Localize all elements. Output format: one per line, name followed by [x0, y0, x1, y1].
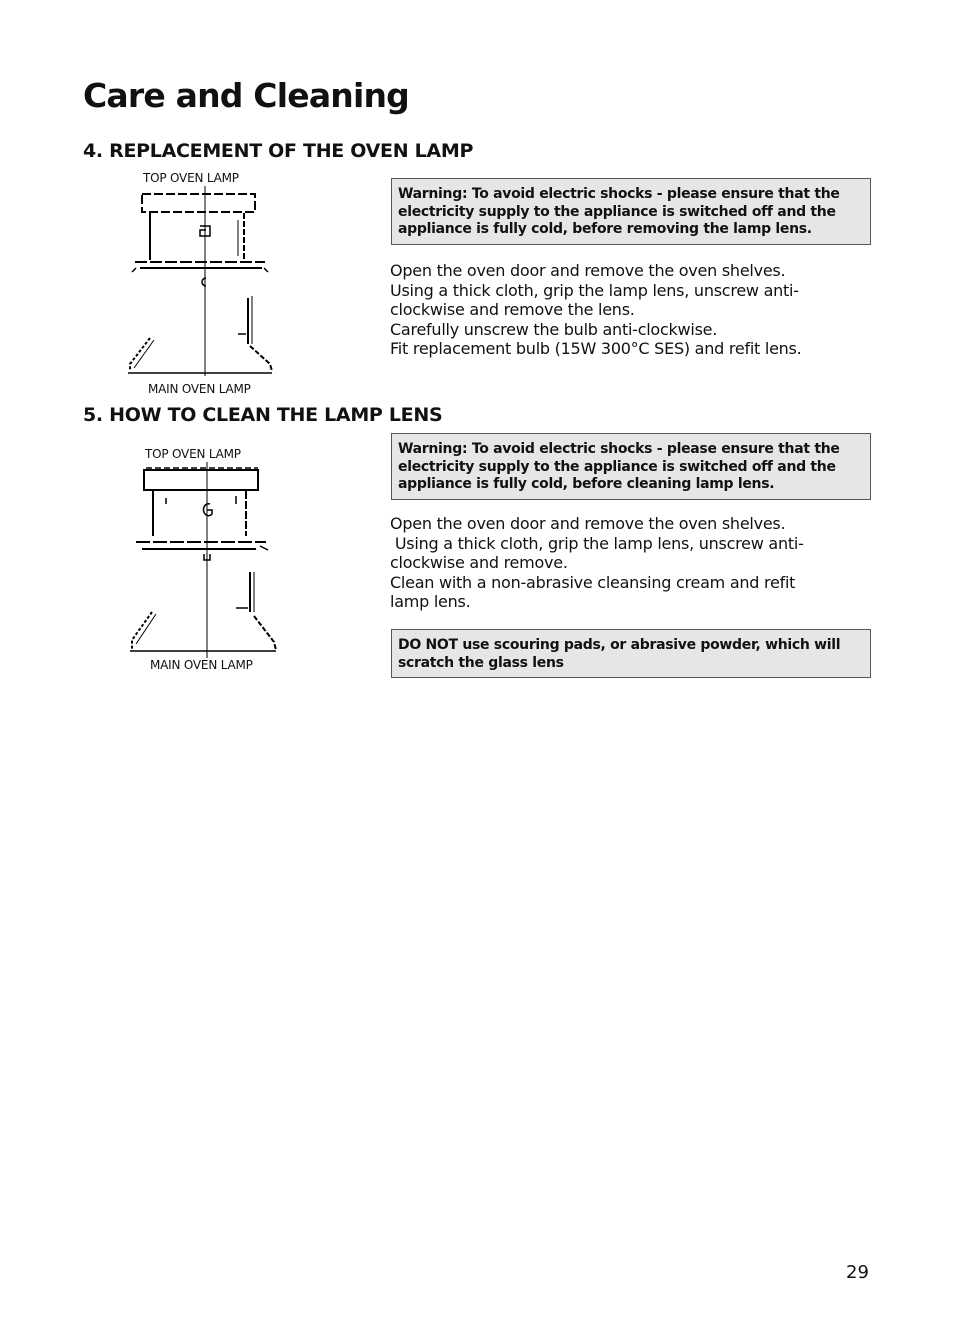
replacement-instructions	[390, 261, 860, 359]
instruction-line: Fit replacement bulb (15W 300°C SES) and refit lens.	[390, 339, 802, 358]
instruction-line: Open the oven door and remove the oven shelves.	[390, 261, 786, 280]
diagram-label-top-oven-lamp: TOP OVEN LAMP	[143, 171, 239, 185]
diagram-label-main-oven-lamp: MAIN OVEN LAMP	[150, 658, 253, 672]
oven-lamp-diagram	[120, 444, 280, 684]
cleaning-instructions	[390, 514, 860, 612]
instruction-line: Using a thick cloth, grip the lamp lens, unscrew anti-	[390, 533, 804, 553]
section-heading-clean-lens: 5. HOW TO CLEAN THE LAMP LENS	[83, 404, 443, 426]
instruction-line: Clean with a non-abrasive cleansing cream and refit	[390, 572, 796, 592]
oven-lamp-diagram	[120, 168, 280, 408]
page-number: 29	[846, 1262, 869, 1283]
warning-box-electric-shock: Warning: To avoid electric shocks - please ensure that the electricity supply to the appliance is switched off and the appliance is fully cold, before cleaning lamp lens.	[391, 433, 871, 500]
diagram-label-main-oven-lamp: MAIN OVEN LAMP	[148, 382, 251, 396]
instruction-line: clockwise and remove.	[390, 553, 568, 572]
section-heading-replacement: 4. REPLACEMENT OF THE OVEN LAMP	[83, 140, 474, 162]
instruction-line: lamp lens.	[390, 592, 471, 611]
instruction-line: Carefully unscrew the bulb anti-clockwise.	[390, 319, 718, 339]
instruction-line: clockwise and remove the lens.	[390, 300, 635, 319]
oven-cross-section-drawing	[120, 444, 280, 684]
oven-cross-section-drawing	[120, 168, 280, 408]
page-title: Care and Cleaning	[83, 76, 410, 115]
caution-box-abrasives: DO NOT use scouring pads, or abrasive powder, which will scratch the glass lens	[391, 629, 871, 678]
diagram-label-top-oven-lamp: TOP OVEN LAMP	[145, 447, 241, 461]
warning-box-electric-shock: Warning: To avoid electric shocks - please ensure that the electricity supply to the appliance is switched off and the appliance is fully cold, before removing the lamp lens.	[391, 178, 871, 245]
instruction-line: Open the oven door and remove the oven shelves.	[390, 514, 786, 533]
instruction-line: Using a thick cloth, grip the lamp lens, unscrew anti-	[390, 280, 799, 300]
